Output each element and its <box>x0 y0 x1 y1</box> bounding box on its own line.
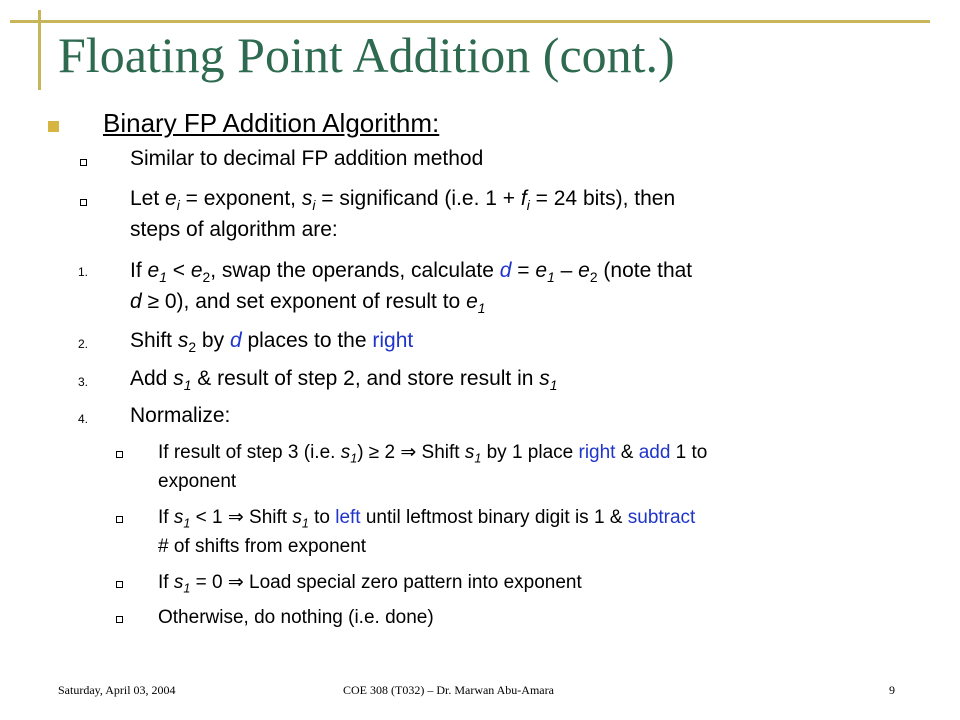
step-4-text: Normalize: <box>130 404 231 427</box>
step-number: 1. <box>78 265 89 279</box>
bullet-box <box>80 159 87 166</box>
step-number: 3. <box>78 375 89 389</box>
sub-bullet-text-1-cont: exponent <box>158 471 237 492</box>
sub-bullet-text-2-cont: # of shifts from exponent <box>158 536 367 557</box>
sub-bullet-text-4: Otherwise, do nothing (i.e. done) <box>158 607 434 628</box>
bullet-text-2-cont: steps of algorithm are: <box>130 218 338 241</box>
sub-bullet-box <box>116 451 123 458</box>
sub-bullet-box <box>116 581 123 588</box>
step-1-text: If $e_1 < e_2$, swap the operands, calculate $d = e_1 - e_2$ (note that <box>130 259 693 285</box>
sub-bullet-box <box>116 616 123 623</box>
main-bullet-square <box>48 121 59 132</box>
sub-bullet-text-2: If $s_1 < 1$ ⇒ Shift $s_1$ to left until leftmost binary digit is 1 & subtract <box>158 507 696 531</box>
bullet-box <box>80 199 87 206</box>
sub-bullet-text-3: If $s_1 = 0$ ⇒ Load special zero pattern into exponent <box>158 572 582 596</box>
step-3-text: Add $s_1$ & result of step 2, and store result in $s_1$ <box>130 367 558 393</box>
footer-course: COE 308 (T032) – Dr. Marwan Abu-Amara <box>343 683 554 697</box>
top-frame-line <box>10 20 930 23</box>
bullet-text-1: Similar to decimal FP addition method <box>130 147 484 170</box>
footer-page-number: 9 <box>889 683 895 697</box>
section-heading: Binary FP Addition Algorithm: <box>103 108 440 138</box>
sub-bullet-text-1: If result of step 3 (i.e. $s_1) \ge 2$ ⇒ Shift $s_1$ by 1 place right & add 1 to <box>158 442 708 466</box>
slide-title: Floating Point Addition (cont.) <box>58 27 675 83</box>
step-1-text-cont: d ≥ 0), and set exponent of result to $e_1$ <box>130 290 486 316</box>
step-number: 2. <box>78 337 89 351</box>
left-frame-line <box>38 10 41 90</box>
step-number: 4. <box>78 412 89 426</box>
bullet-text-2: Let $e_i$ = exponent, $s_i$ = significand (i.e. $1 + f_i = 24$ bits), then <box>130 187 676 213</box>
footer-date: Saturday, April 03, 2004 <box>58 683 176 697</box>
step-2-text: Shift $s_2$ by d places to the right <box>130 329 414 355</box>
sub-bullet-box <box>116 516 123 523</box>
